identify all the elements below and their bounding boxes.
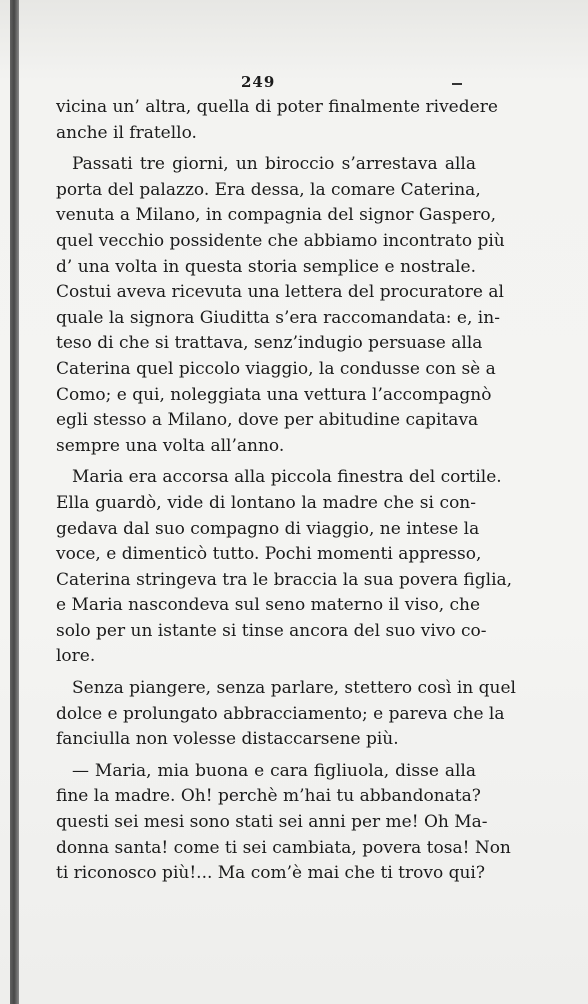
text-line: e Maria nascondeva sul seno materno il viso, che <box>56 595 481 616</box>
paragraph <box>56 676 516 753</box>
page-header <box>0 73 588 93</box>
text-line: egli stesso a Milano, dove per abitudine capitava <box>56 410 479 431</box>
text-line: anche il fratello. <box>56 122 197 143</box>
page-body-text <box>56 95 516 887</box>
text-line: Maria era accorsa alla piccola finestra del cortile. <box>72 467 502 488</box>
text-line: teso di che si trattava, senz’indugio persuase alla <box>56 333 483 354</box>
text-line: venuta a Milano, in compagnia del signor Gaspero, <box>56 205 497 226</box>
paragraph <box>56 95 498 146</box>
text-line: Caterina stringeva tra le braccia la sua povera figlia, <box>56 569 513 590</box>
text-line: d’ una volta in questa storia semplice e nostrale. <box>56 256 476 277</box>
text-line: Passati tre giorni, un biroccio s’arrestava alla <box>72 154 476 175</box>
header-dash <box>452 83 462 85</box>
text-line: vicina un’ altra, quella di poter finalmente rivedere <box>56 97 498 117</box>
text-line: gedava dal suo compagno di viaggio, ne intese la <box>56 518 480 539</box>
paragraph <box>56 465 513 670</box>
text-line: quel vecchio possidente che abbiamo incontrato più <box>56 230 505 251</box>
page-number: 249 <box>241 73 276 91</box>
text-line: ti riconosco più!... Ma com’è mai che ti trovo qui? <box>56 863 485 884</box>
text-line: sempre una volta all’anno. <box>56 435 285 456</box>
text-line: — Maria, mia buona e cara figliuola, disse alla <box>72 760 476 781</box>
text-line: fanciulla non volesse distaccarsene più. <box>56 729 399 750</box>
text-line: Como; e qui, noleggiata una vettura l’accompagnò <box>56 384 492 405</box>
text-line: Senza piangere, senza parlare, stettero così in quel <box>72 678 516 699</box>
text-line: dolce e prolungato abbracciamento; e pareva che la <box>56 703 505 724</box>
text-line: Caterina quel piccolo viaggio, la condusse con sè a <box>56 358 496 379</box>
text-line: quale la signora Giuditta s’era raccomandata: e, in- <box>56 307 500 328</box>
text-line: lore. <box>56 646 96 667</box>
text-line: Costui aveva ricevuta una lettera del procuratore al <box>56 282 504 303</box>
book-binding-edge <box>10 0 19 1004</box>
text-line: questi sei mesi sono stati sei anni per me! Oh Ma- <box>56 812 488 833</box>
text-line: solo per un istante si tinse ancora del suo vivo co- <box>56 620 487 641</box>
text-line: Ella guardò, vide di lontano la madre che si con- <box>56 492 476 513</box>
text-line: fine la madre. Oh! perchè m’hai tu abbandonata? <box>56 786 481 807</box>
paragraph <box>56 152 505 459</box>
paragraph <box>56 759 511 887</box>
text-line: donna santa! come ti sei cambiata, povera tosa! Non <box>56 837 511 858</box>
text-line: voce, e dimenticò tutto. Pochi momenti appresso, <box>56 544 482 565</box>
text-line: porta del palazzo. Era dessa, la comare Caterina, <box>56 179 481 200</box>
